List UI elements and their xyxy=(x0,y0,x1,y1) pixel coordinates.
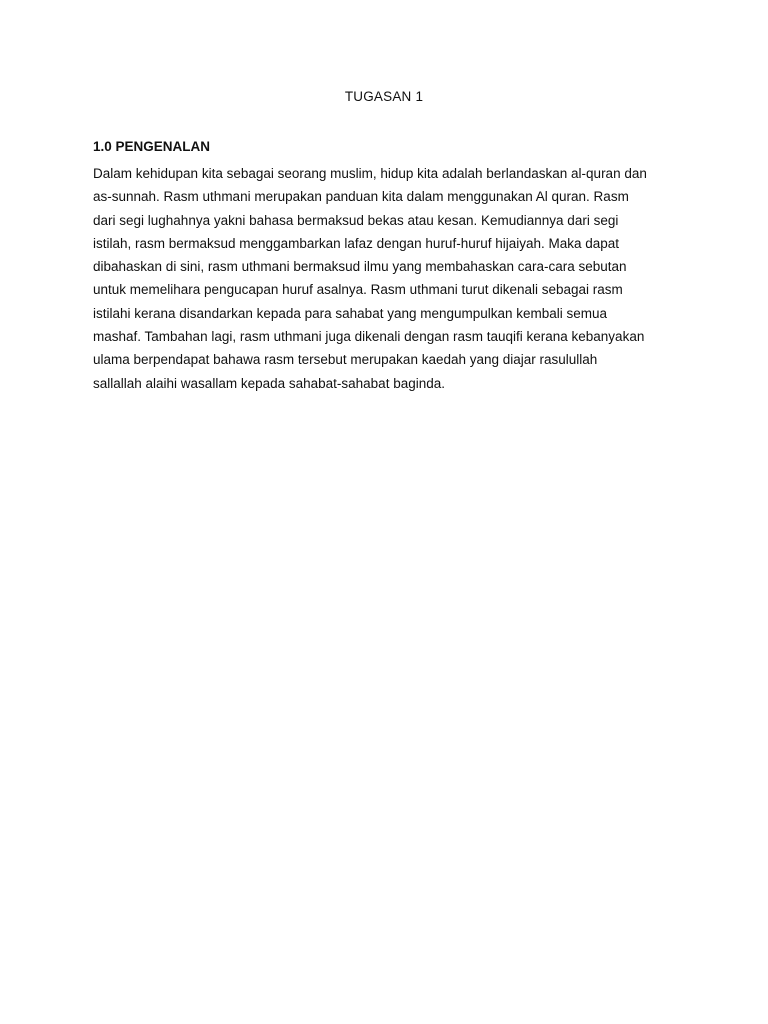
paragraph-line: dari segi lughahnya yakni bahasa bermaksud bekas atau kesan. Kemudiannya dari segi xyxy=(93,212,619,228)
paragraph-line: untuk memelihara pengucapan huruf asalnya. Rasm uthmani turut dikenali sebagai rasm xyxy=(93,282,623,298)
paragraph-line: dibahaskan di sini, rasm uthmani bermaksud ilmu yang membahaskan cara-cara sebutan xyxy=(93,259,627,275)
paragraph-line: Dalam kehidupan kita sebagai seorang muslim, hidup kita adalah berlandaskan al-quran dan xyxy=(93,166,647,181)
paragraph-line: sallallah alaihi wasallam kepada sahabat-sahabat baginda. xyxy=(93,375,445,391)
paragraph-line: ulama berpendapat bahawa rasm tersebut merupakan kaedah yang diajar rasulullah xyxy=(93,352,598,368)
body-paragraph xyxy=(93,162,693,395)
paragraph-line: istilahi kerana disandarkan kepada para sahabat yang mengumpulkan kembali semua xyxy=(93,305,608,321)
paragraph-line: mashaf. Tambahan lagi, rasm uthmani juga dikenali dengan rasm tauqifi kerana kebanyakan xyxy=(93,329,645,345)
paragraph-line: istilah, rasm bermaksud menggambarkan lafaz dengan huruf-huruf hijaiyah. Maka dapat xyxy=(93,235,620,251)
document-title: TUGASAN 1 xyxy=(344,89,424,104)
paragraph-line: as-sunnah. Rasm uthmani merupakan panduan kita dalam menggunakan Al quran. Rasm xyxy=(93,189,629,205)
section-heading: 1.0 PENGENALAN xyxy=(93,139,211,154)
